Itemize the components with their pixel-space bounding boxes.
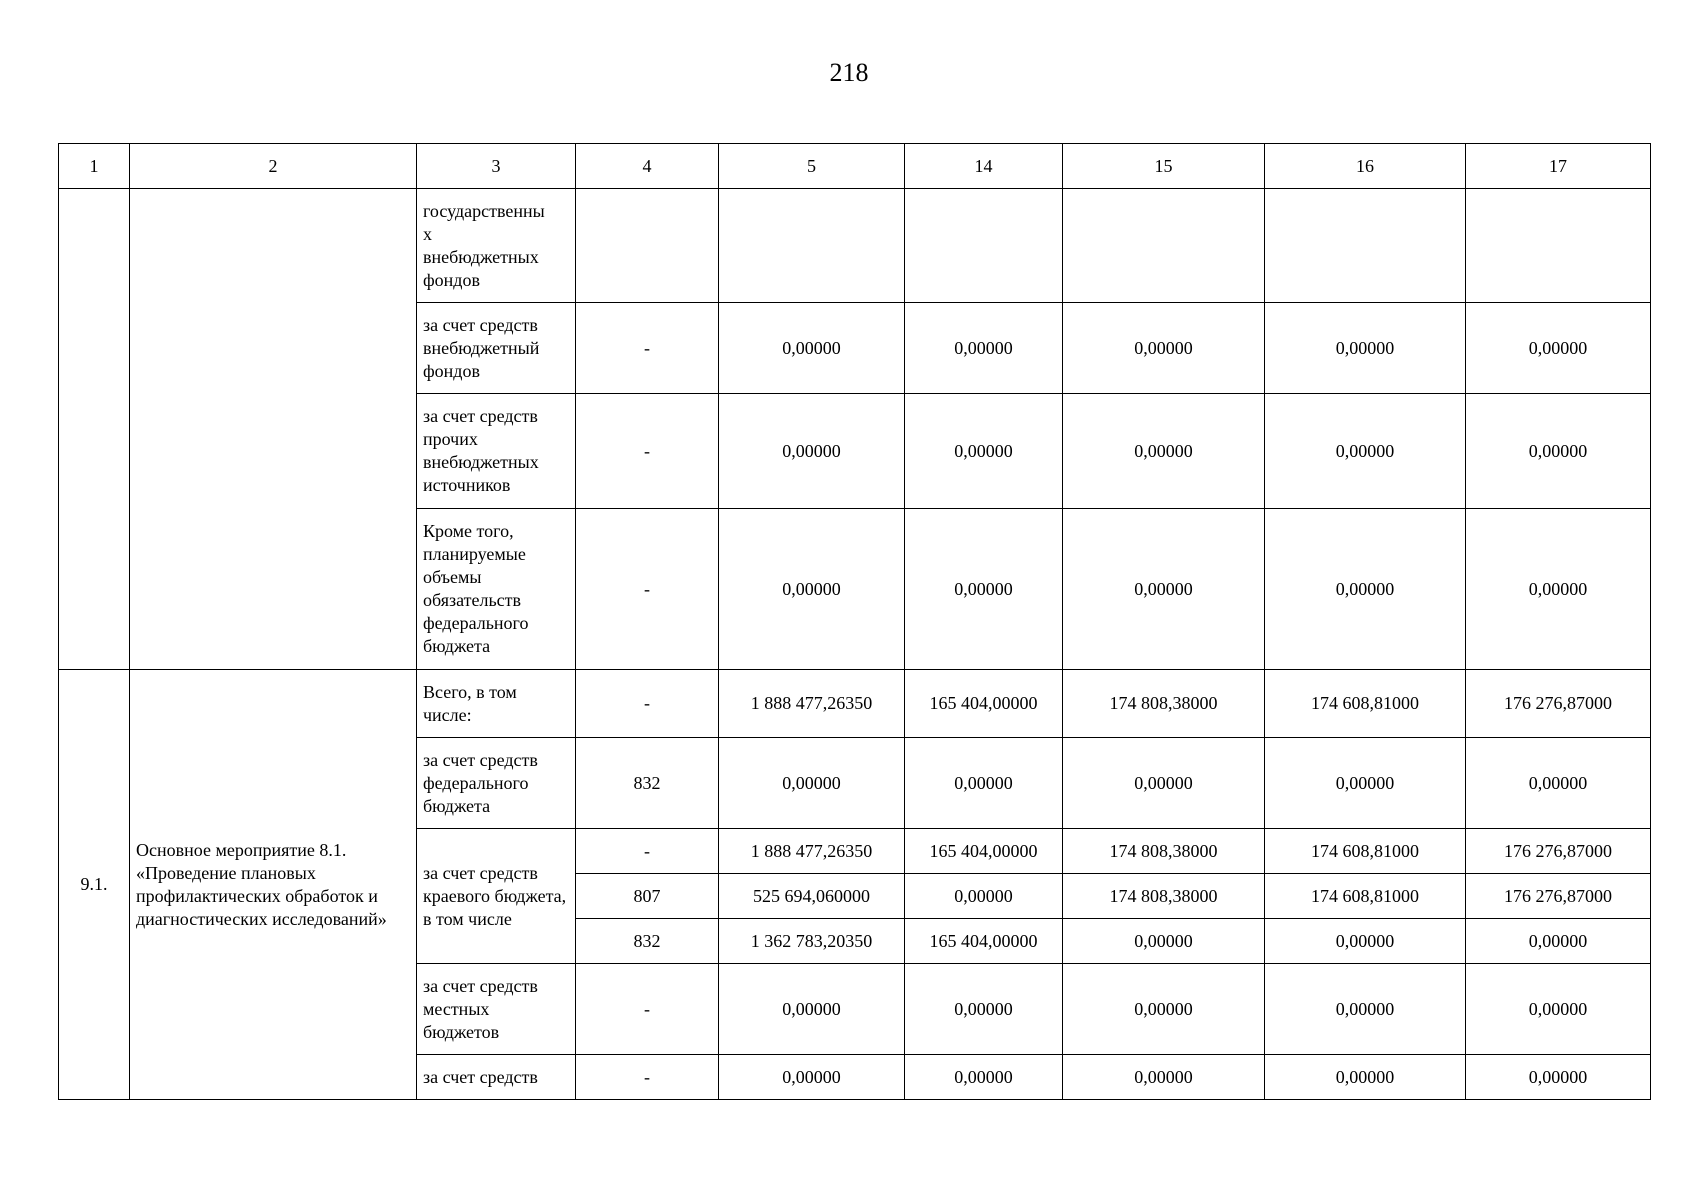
value-cell: 0,00000 — [719, 1055, 905, 1100]
value-cell: 174 808,38000 — [1063, 670, 1265, 738]
code-cell: - — [576, 1055, 719, 1100]
source-cell: Кроме того, планируемые объемы обязательств федерального бюджета — [417, 509, 576, 670]
value-cell: 0,00000 — [1063, 1055, 1265, 1100]
code-cell: - — [576, 829, 719, 874]
value-cell: 0,00000 — [1063, 738, 1265, 829]
empty-cell — [1265, 189, 1466, 303]
code-cell: - — [576, 964, 719, 1055]
value-cell: 0,00000 — [1466, 394, 1651, 509]
value-cell: 0,00000 — [1265, 303, 1466, 394]
value-cell: 0,00000 — [1063, 303, 1265, 394]
source-cell: за счет средств федерального бюджета — [417, 738, 576, 829]
value-cell: 0,00000 — [1063, 919, 1265, 964]
value-cell: 0,00000 — [1265, 738, 1466, 829]
empty-cell — [719, 189, 905, 303]
code-cell: - — [576, 303, 719, 394]
value-cell: 1 362 783,20350 — [719, 919, 905, 964]
value-cell: 0,00000 — [719, 303, 905, 394]
source-cell: государственны х внебюджетных фондов — [417, 189, 576, 303]
value-cell: 0,00000 — [905, 964, 1063, 1055]
source-cell: за счет средств внебюджетный фондов — [417, 303, 576, 394]
value-cell: 0,00000 — [1265, 509, 1466, 670]
value-cell: 165 404,00000 — [905, 670, 1063, 738]
value-cell: 0,00000 — [719, 394, 905, 509]
header-cell: 14 — [905, 144, 1063, 189]
code-cell: 832 — [576, 919, 719, 964]
budget-table — [58, 143, 1651, 1100]
code-cell: - — [576, 394, 719, 509]
code-cell: - — [576, 670, 719, 738]
header-cell: 2 — [130, 144, 417, 189]
value-cell: 174 608,81000 — [1265, 670, 1466, 738]
value-cell: 0,00000 — [1265, 919, 1466, 964]
header-cell: 15 — [1063, 144, 1265, 189]
source-cell: Всего, в том числе: — [417, 670, 576, 738]
value-cell: 0,00000 — [905, 874, 1063, 919]
code-cell: 807 — [576, 874, 719, 919]
item-name-cell: Основное мероприятие 8.1. «Проведение плановых профилактических обработок и диагностических исследований» — [130, 670, 417, 1100]
source-cell: за счет средств — [417, 1055, 576, 1100]
value-cell: 0,00000 — [1466, 738, 1651, 829]
source-cell: за счет средств местных бюджетов — [417, 964, 576, 1055]
value-cell: 525 694,060000 — [719, 874, 905, 919]
value-cell: 174 808,38000 — [1063, 874, 1265, 919]
value-cell: 0,00000 — [1265, 394, 1466, 509]
value-cell: 165 404,00000 — [905, 829, 1063, 874]
value-cell: 0,00000 — [1063, 394, 1265, 509]
header-cell: 3 — [417, 144, 576, 189]
source-cell: за счет средств краевого бюджета, в том числе — [417, 829, 576, 964]
header-cell: 16 — [1265, 144, 1466, 189]
empty-cell — [905, 189, 1063, 303]
value-cell: 0,00000 — [1466, 919, 1651, 964]
value-cell: 0,00000 — [1265, 1055, 1466, 1100]
item-number-cell: 9.1. — [59, 670, 130, 1100]
page-number: 218 — [829, 58, 869, 87]
value-cell: 0,00000 — [905, 303, 1063, 394]
value-cell: 0,00000 — [1466, 303, 1651, 394]
value-cell: 176 276,87000 — [1466, 829, 1651, 874]
code-cell: - — [576, 509, 719, 670]
empty-cell — [130, 189, 417, 670]
empty-cell — [59, 189, 130, 670]
value-cell: 0,00000 — [1466, 509, 1651, 670]
value-cell: 0,00000 — [1466, 1055, 1651, 1100]
header-cell: 1 — [59, 144, 130, 189]
empty-cell — [576, 189, 719, 303]
value-cell: 0,00000 — [905, 394, 1063, 509]
value-cell: 176 276,87000 — [1466, 874, 1651, 919]
code-cell: 832 — [576, 738, 719, 829]
table-row — [59, 189, 1651, 303]
value-cell: 0,00000 — [719, 738, 905, 829]
value-cell: 0,00000 — [905, 738, 1063, 829]
value-cell: 0,00000 — [1265, 964, 1466, 1055]
value-cell: 0,00000 — [719, 509, 905, 670]
value-cell: 0,00000 — [719, 964, 905, 1055]
header-cell: 4 — [576, 144, 719, 189]
value-cell: 174 608,81000 — [1265, 829, 1466, 874]
value-cell: 0,00000 — [905, 509, 1063, 670]
value-cell: 1 888 477,26350 — [719, 829, 905, 874]
header-row — [59, 144, 1651, 189]
empty-cell — [1063, 189, 1265, 303]
value-cell: 0,00000 — [1063, 964, 1265, 1055]
value-cell: 174 808,38000 — [1063, 829, 1265, 874]
header-cell: 17 — [1466, 144, 1651, 189]
value-cell: 165 404,00000 — [905, 919, 1063, 964]
value-cell: 176 276,87000 — [1466, 670, 1651, 738]
source-cell: за счет средств прочих внебюджетных источников — [417, 394, 576, 509]
header-cell: 5 — [719, 144, 905, 189]
empty-cell — [1466, 189, 1651, 303]
table-row — [59, 670, 1651, 738]
value-cell: 0,00000 — [1466, 964, 1651, 1055]
value-cell: 0,00000 — [1063, 509, 1265, 670]
value-cell: 0,00000 — [905, 1055, 1063, 1100]
value-cell: 1 888 477,26350 — [719, 670, 905, 738]
value-cell: 174 608,81000 — [1265, 874, 1466, 919]
